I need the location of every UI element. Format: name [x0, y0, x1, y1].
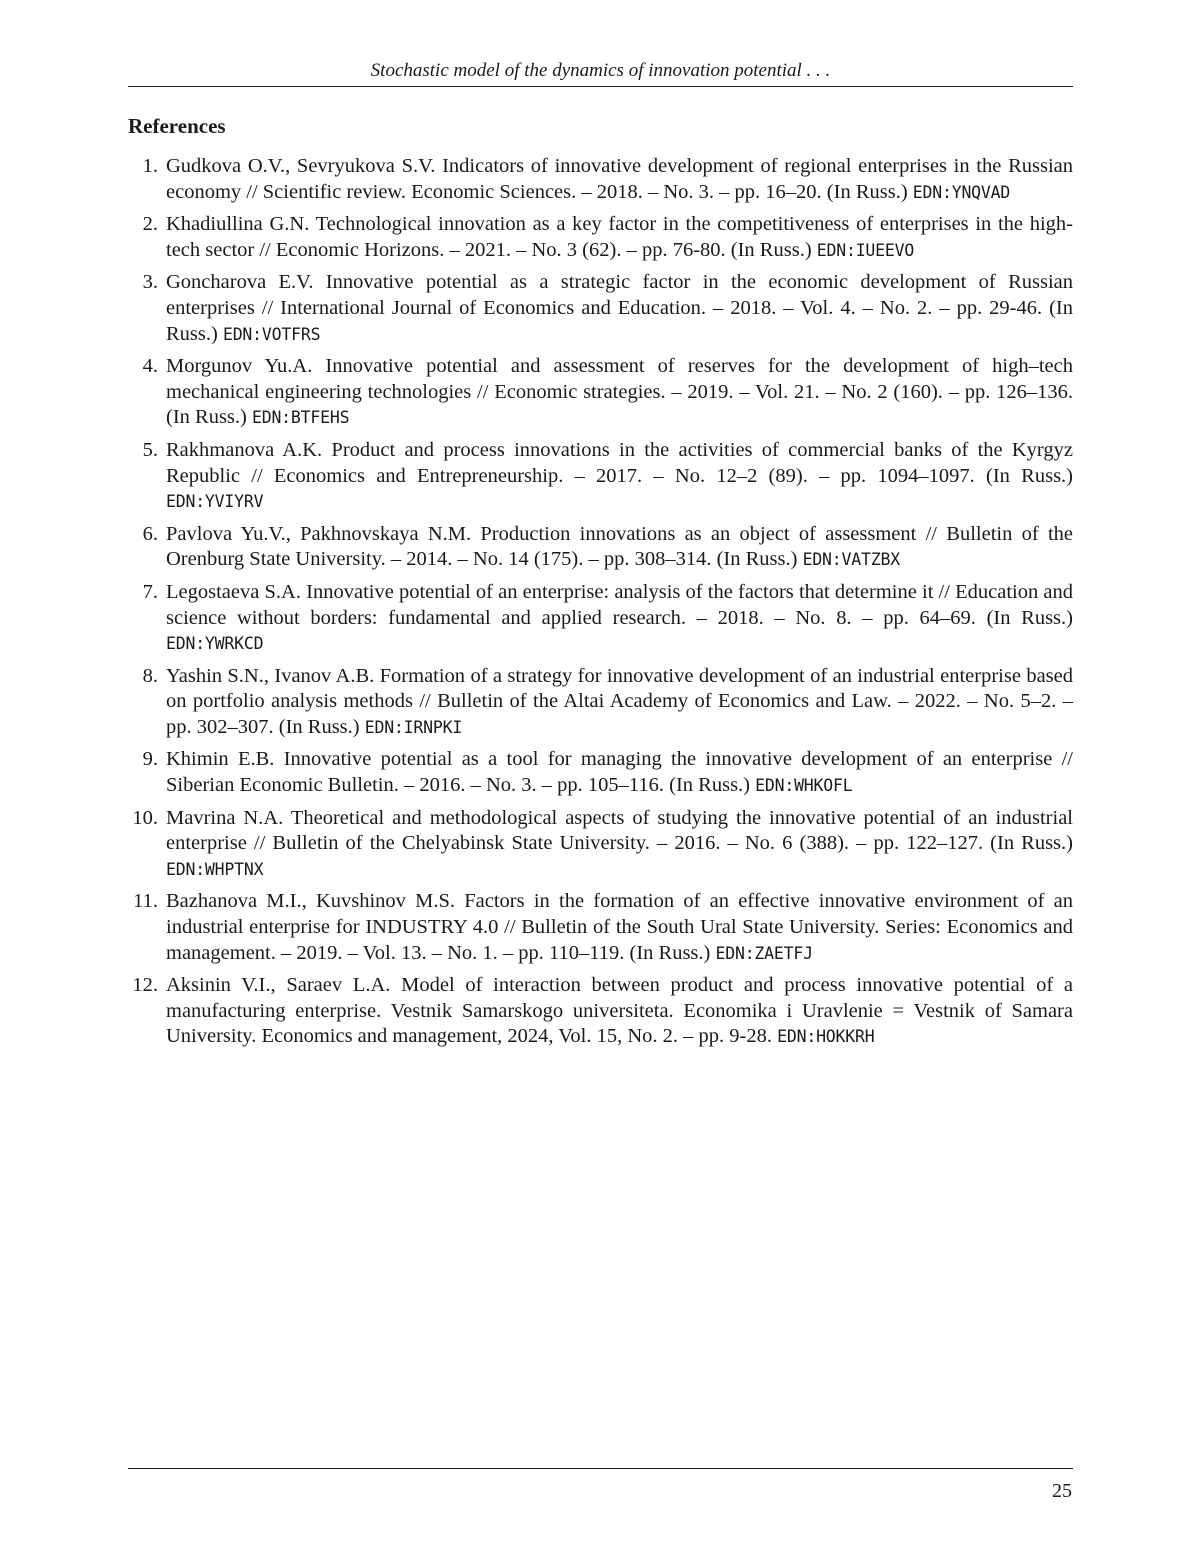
reference-number: 2.	[142, 213, 158, 236]
reference-item-11	[128, 889, 1073, 966]
reference-edn-link[interactable]: EDN:YWRKCD	[166, 634, 264, 654]
reference-number: 9.	[142, 748, 158, 771]
running-head-title: Stochastic model of the dynamics of innovation potential . . .	[370, 60, 831, 81]
reference-text: Gudkova O.V., Sevryukova S.V. Indicators of innovative development of regional enterprises in the Russian economy // Scientific review. Economic Sciences. – 2018. – No. 3. – pp. 16–20. (In Russ.)	[166, 155, 1073, 203]
reference-item-9	[128, 747, 1073, 798]
footer-divider	[128, 1468, 1073, 1469]
reference-text: Aksinin V.I., Saraev L.A. Model of interaction between product and process innovative potential of a manufacturing enterprise. Vestnik Samarskogo universiteta. Economika i Uravlenie = Vestnik of Samara University. Economics and management, 2024, Vol. 15, No. 2. – pp. 9-28.	[166, 974, 1073, 1048]
reference-number: 4.	[142, 355, 158, 378]
reference-item-4	[128, 354, 1073, 431]
reference-edn-link[interactable]: EDN:WHPTNX	[166, 859, 264, 879]
reference-item-1	[128, 154, 1073, 205]
reference-edn-link[interactable]: EDN:ZAETFJ	[715, 943, 813, 963]
reference-text: Mavrina N.A. Theoretical and methodological aspects of studying the innovative potential of an industrial enterprise // Bulletin of the Chelyabinsk State University. – 2016. – No. 6 (388). – pp. 122–127. (In Russ.)	[166, 806, 1073, 855]
reference-number: 6.	[142, 522, 158, 545]
reference-number: 3.	[142, 271, 158, 294]
references-heading: References	[128, 114, 226, 138]
reference-item-3	[128, 270, 1073, 347]
reference-edn-link[interactable]: EDN:YVIYRV	[166, 492, 264, 512]
reference-edn-link[interactable]: EDN:IRNPKI	[364, 717, 463, 737]
reference-edn-link[interactable]: EDN:IUEEVO	[816, 240, 915, 260]
reference-item-10	[128, 806, 1073, 883]
reference-item-5	[128, 438, 1073, 515]
reference-number: 1.	[142, 155, 158, 177]
reference-edn-link[interactable]: EDN:WHKOFL	[755, 776, 853, 796]
reference-edn-link[interactable]: EDN:BTFEHS	[251, 408, 350, 428]
reference-item-2	[128, 212, 1073, 263]
reference-text: Yashin S.N., Ivanov A.B. Formation of a strategy for innovative development of an industrial enterprise based on portfolio analysis methods // Bulletin of the Altai Academy of Economics and Law. – 2022. – No. 5–2. – pp. 302–307. (In Russ.)	[166, 664, 1073, 738]
reference-item-6	[128, 522, 1073, 573]
reference-edn-link[interactable]: EDN:YNQVAD	[912, 182, 1011, 202]
reference-number: 8.	[142, 664, 158, 687]
reference-number: 12.	[132, 974, 158, 997]
reference-number: 11.	[133, 890, 158, 913]
reference-number: 7.	[142, 580, 158, 603]
reference-edn-link[interactable]: EDN:HOKKRH	[777, 1027, 875, 1047]
reference-text: Goncharova E.V. Innovative potential as a strategic factor in the economic development of Russian enterprises // International Journal of Economics and Education. – 2018. – Vol. 4. – No. 2. – pp. 29-46. (In Russ.)	[166, 271, 1073, 345]
reference-text: Bazhanova M.I., Kuvshinov M.S. Factors in the formation of an effective innovative environment of an industrial enterprise for INDUSTRY 4.0 // Bulletin of the South Ural State University. Series: Economics and management. – 2019. – Vol. 13. – No. 1. – pp. 110–119. (In Russ.)	[166, 890, 1073, 964]
reference-edn-link[interactable]: EDN:VATZBX	[802, 550, 900, 570]
reference-item-12	[128, 973, 1073, 1050]
reference-item-8	[128, 664, 1073, 741]
reference-text: Khimin E.B. Innovative potential as a tool for managing the innovative development of an enterprise // Siberian Economic Bulletin. – 2016. – No. 3. – pp. 105–116. (In Russ.)	[166, 748, 1073, 797]
reference-number: 10.	[132, 806, 158, 829]
reference-text: Khadiullina G.N. Technological innovation as a key factor in the competitiveness of enterprises in the high-tech sector // Economic Horizons. – 2021. – No. 3 (62). – pp. 76-80. (In Russ.)	[166, 213, 1073, 261]
reference-edn-link[interactable]: EDN:VOTFRS	[222, 324, 321, 344]
references-list	[128, 154, 1073, 1057]
reference-text: Morgunov Yu.A. Innovative potential and assessment of reserves for the development of high–tech mechanical engineering technologies // Economic strategies. – 2019. – Vol. 21. – No. 2 (160). – pp. 126–136. (In Russ.)	[166, 355, 1073, 429]
reference-text: Rakhmanova A.K. Product and process innovations in the activities of commercial banks of the Kyrgyz Republic // Economics and Entrepreneurship. – 2017. – No. 12–2 (89). – pp. 1094–1097. (In Russ.)	[166, 438, 1073, 487]
header-divider	[128, 86, 1073, 87]
page-number: 25	[1052, 1480, 1072, 1502]
reference-text: Legostaeva S.A. Innovative potential of an enterprise: analysis of the factors that determine it // Education and science without borders: fundamental and applied research. – 2018. – No. 8. – pp. 64–69. (In Russ.)	[166, 580, 1073, 629]
reference-item-7	[128, 580, 1073, 657]
reference-number: 5.	[142, 438, 158, 461]
reference-text: Pavlova Yu.V., Pakhnovskaya N.M. Production innovations as an object of assessment // Bulletin of the Orenburg State University. – 2014. – No. 14 (175). – pp. 308–314. (In Russ.)	[166, 522, 1073, 571]
